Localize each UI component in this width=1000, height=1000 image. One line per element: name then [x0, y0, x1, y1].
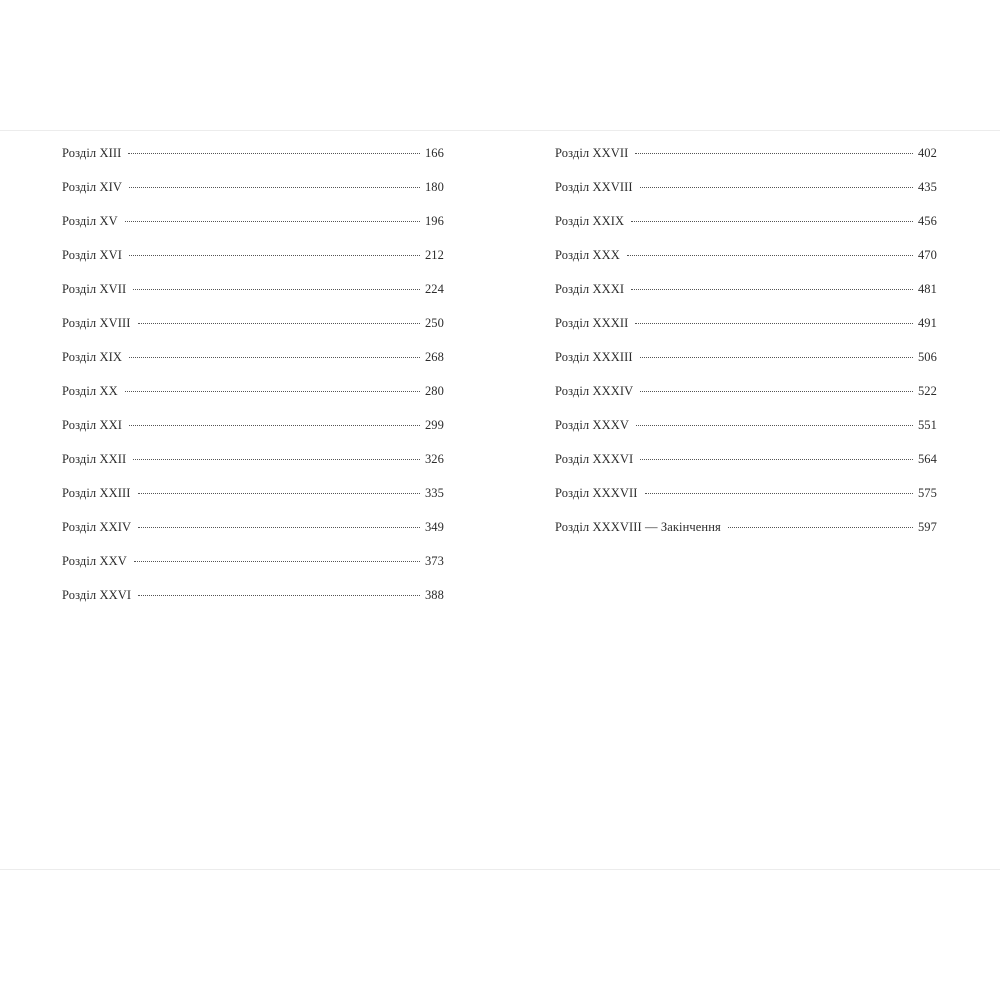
toc-entry-page-number: 280 [424, 384, 444, 398]
toc-entry [62, 248, 444, 282]
toc-dot-leader [129, 425, 420, 426]
toc-entry [555, 248, 937, 282]
toc-entry [555, 452, 937, 486]
toc-entry [62, 588, 444, 622]
toc-entry-page-number: 299 [424, 418, 444, 432]
toc-entry-label: Розділ XXX [555, 248, 620, 262]
toc-right-column [555, 146, 937, 554]
toc-entry-page-number: 196 [424, 214, 444, 228]
toc-dot-leader [645, 493, 913, 494]
toc-entry-page-number: 166 [424, 146, 444, 160]
toc-entry-label: Розділ XV [62, 214, 118, 228]
toc-entry-label: Розділ XXIII [62, 486, 131, 500]
toc-entry-label: Розділ XXV [62, 554, 127, 568]
toc-entry [555, 350, 937, 384]
toc-entry-label: Розділ XVI [62, 248, 123, 262]
toc-dot-leader [129, 255, 420, 256]
toc-entry [62, 520, 444, 554]
toc-dot-leader [133, 459, 420, 460]
toc-dot-leader [631, 221, 913, 222]
toc-dot-leader [640, 391, 913, 392]
toc-dot-leader [125, 221, 420, 222]
toc-dot-leader [138, 493, 420, 494]
toc-dot-leader [631, 289, 913, 290]
toc-entry [62, 180, 444, 214]
toc-dot-leader [138, 595, 420, 596]
toc-entry [62, 554, 444, 588]
toc-entry-page-number: 335 [424, 486, 444, 500]
toc-entry-page-number: 551 [917, 418, 937, 432]
toc-entry-page-number: 402 [917, 146, 937, 160]
toc-entry [62, 418, 444, 452]
toc-entry-label: Розділ XIV [62, 180, 123, 194]
toc-entry-label: Розділ XIII [62, 146, 122, 160]
toc-entry-page-number: 456 [917, 214, 937, 228]
toc-entry-label: Розділ XXXV [555, 418, 630, 432]
toc-dot-leader [636, 425, 913, 426]
toc-entry-label: Розділ XXXVI [555, 452, 634, 466]
toc-entry-label: Розділ XXXIII [555, 350, 633, 364]
toc-entry [555, 520, 937, 554]
toc-entry [555, 282, 937, 316]
toc-dot-leader [635, 323, 913, 324]
toc-dot-leader [640, 187, 913, 188]
toc-dot-leader [133, 289, 420, 290]
toc-entry [555, 418, 937, 452]
toc-entry-label: Розділ XXXVII [555, 486, 638, 500]
toc-entry-label: Розділ XXXVIII — Закінчення [555, 520, 721, 534]
toc-entry [62, 452, 444, 486]
toc-entry [62, 486, 444, 520]
toc-dot-leader [627, 255, 913, 256]
toc-entry-page-number: 491 [917, 316, 937, 330]
toc-entry [62, 214, 444, 248]
toc-entry-label: Розділ XIX [62, 350, 123, 364]
toc-entry [555, 316, 937, 350]
toc-entry-page-number: 326 [424, 452, 444, 466]
toc-dot-leader [635, 153, 913, 154]
toc-dot-leader [640, 357, 913, 358]
toc-entry-page-number: 268 [424, 350, 444, 364]
toc-entry-page-number: 373 [424, 554, 444, 568]
toc-dot-leader [128, 153, 420, 154]
toc-dot-leader [728, 527, 913, 528]
toc-entry-label: Розділ XVIII [62, 316, 131, 330]
toc-entry-label: Розділ XXIV [62, 520, 132, 534]
toc-entry [62, 282, 444, 316]
toc-entry-label: Розділ XXVI [62, 588, 132, 602]
toc-entry-page-number: 522 [917, 384, 937, 398]
toc-entry-label: Розділ XVII [62, 282, 127, 296]
toc-entry [555, 384, 937, 418]
toc-dot-leader [640, 459, 913, 460]
toc-entry [555, 146, 937, 180]
toc-left-column [62, 146, 444, 622]
toc-entry-page-number: 435 [917, 180, 937, 194]
toc-dot-leader [129, 187, 420, 188]
toc-dot-leader [138, 527, 420, 528]
toc-entry-label: Розділ XXIX [555, 214, 625, 228]
toc-entry-label: Розділ XXII [62, 452, 127, 466]
toc-entry-page-number: 564 [917, 452, 937, 466]
toc-entry-label: Розділ XXXII [555, 316, 629, 330]
toc-entry-page-number: 597 [917, 520, 937, 534]
toc-entry [555, 180, 937, 214]
toc-entry-page-number: 575 [917, 486, 937, 500]
toc-entry-page-number: 224 [424, 282, 444, 296]
toc-entry-label: Розділ XX [62, 384, 118, 398]
toc-entry-label: Розділ XXXI [555, 282, 625, 296]
toc-entry [555, 214, 937, 248]
toc-dot-leader [125, 391, 420, 392]
toc-entry-page-number: 481 [917, 282, 937, 296]
toc-entry-page-number: 250 [424, 316, 444, 330]
toc-entry-page-number: 470 [917, 248, 937, 262]
toc-dot-leader [138, 323, 420, 324]
toc-entry-page-number: 506 [917, 350, 937, 364]
toc-entry-label: Розділ XXI [62, 418, 123, 432]
toc-entry-label: Розділ XXXIV [555, 384, 634, 398]
toc-entry-page-number: 212 [424, 248, 444, 262]
toc-entry-label: Розділ XXVII [555, 146, 629, 160]
toc-entry [555, 486, 937, 520]
toc-entry-page-number: 349 [424, 520, 444, 534]
toc-entry-label: Розділ XXVIII [555, 180, 633, 194]
toc-entry [62, 384, 444, 418]
toc-entry-page-number: 388 [424, 588, 444, 602]
toc-entry [62, 316, 444, 350]
toc-entry [62, 350, 444, 384]
toc-entry [62, 146, 444, 180]
toc-entry-page-number: 180 [424, 180, 444, 194]
toc-dot-leader [134, 561, 420, 562]
toc-dot-leader [129, 357, 420, 358]
